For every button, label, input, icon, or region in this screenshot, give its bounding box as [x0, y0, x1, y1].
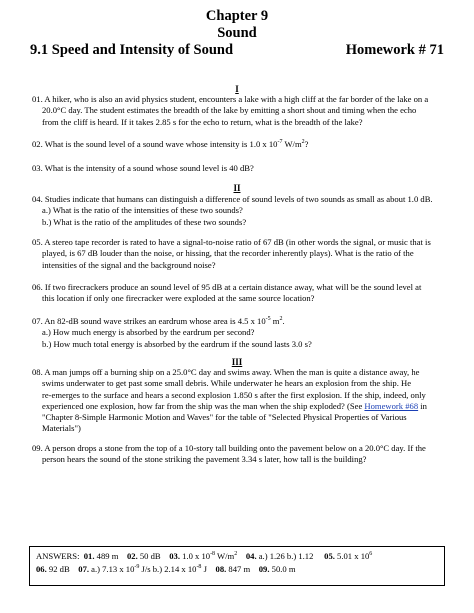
question-subpart: b.) How much total energy is absorbed by the eardrum if the sound lasts 3.0 s?	[42, 338, 312, 349]
question-09	[32, 443, 452, 466]
part-heading-2: II	[233, 183, 241, 193]
question-text: re-emerges to the surface and hears a second explosion 1.850 s after the first explosion. If the ship, indeed, only	[42, 389, 426, 400]
question-text: person hears the sound of the stone striking the pavement 3.34 s later, how tall is the building?	[42, 454, 367, 465]
question-text: "Chapter 8-Simple Harmonic Motion and Waves" for the table of "Selected Physical Properties of Various	[42, 412, 407, 423]
question-02	[32, 139, 452, 150]
question-05	[32, 237, 452, 271]
part-heading-1: I	[235, 84, 239, 94]
question-text: 04. Studies indicate that humans can distinguish a difference of sound levels of two sounds as small as about 1.0 dB.	[32, 194, 433, 204]
question-text: 02. What is the sound level of a sound wave whose intensity is 1.0 x $10^{-7}$ $W/m^2$?	[32, 139, 309, 149]
subject-title: Sound	[217, 25, 257, 41]
question-text: experienced one explosion, how far from the ship was the man when the ship exploded? (See Homework #68 in	[42, 400, 427, 411]
question-08	[32, 367, 452, 435]
part-heading-3: III	[231, 357, 243, 367]
question-text: intensities of the signal and the background noise?	[42, 259, 216, 270]
question-text: played, is 67 dB louder than the noise, or hissing, that the recorder inherently plays). What is the ratio of the	[42, 248, 414, 259]
question-text: 01. A hiker, who is also an avid physics student, encounters a lake with a high cliff at the far border of the lake on a	[32, 94, 429, 104]
question-text: 09. A person drops a stone from the top of a 10-story tall building onto the pavement below on a 20.0°C day. If the	[32, 443, 426, 453]
question-06	[32, 282, 452, 305]
question-01	[32, 94, 452, 128]
question-text: 20.0°C day. The student estimates the breadth of the lake by emitting a short shout and timing when the echo	[42, 105, 417, 116]
question-text: this location if only one firecracker were exploded at the same source location?	[42, 293, 315, 304]
question-text: 07. An 82-dB sound wave strikes an eardrum whose area is 4.5 x $10^{-5}$ $m^2$.	[32, 316, 285, 326]
answers-line-2: 06. 92 dB 07. a.) 7.13 x $10^{-9}$ J/s b.) 2.14 x $10^{-8}$ J 08. 847 m 09. 50.0 m	[36, 564, 296, 574]
question-text: 08. A man jumps off a burning ship on a 25.0°C day and swims away. When the man is quite a distance away, he	[32, 367, 420, 377]
question-04	[32, 194, 452, 228]
question-text: 03. What is the intensity of a sound whose sound level is 40 dB?	[32, 163, 254, 173]
question-text: swims underwater to get past some small debris. While underwater he hears an explosion from the ship. He	[42, 378, 412, 389]
homework-number: Homework # 71	[345, 42, 444, 58]
question-subpart: b.) What is the ratio of the amplitudes of these two sounds?	[42, 216, 247, 227]
question-text: 06. If two firecrackers produce an sound level of 95 dB at a certain distance away, what will be the sound level at	[32, 282, 422, 292]
chapter-title: Chapter 9	[205, 8, 269, 24]
question-07	[32, 316, 452, 350]
answers-box	[29, 546, 445, 586]
question-text: from the cliff is heard. If it takes 2.85 s for the echo to return, what is the breadth of the lake?	[42, 116, 363, 127]
question-text: Materials")	[42, 423, 81, 434]
section-title: 9.1 Speed and Intensity of Sound	[30, 42, 234, 58]
question-text: 05. A stereo tape recorder is rated to have a signal-to-noise ratio of 67 dB (in other words the signal, or music that is	[32, 237, 431, 247]
answers-line-1: ANSWERS: 01. 489 m 02. 50 dB 03. 1.0 x $10^{-8}$ $W/m^2$ 04. a.) 1.26 b.) 1.12 05. 5.01 x $10^6$	[36, 551, 373, 561]
homework-68-link[interactable]: Homework #68	[364, 400, 419, 411]
question-03	[32, 163, 452, 174]
question-subpart: a.) How much energy is absorbed by the eardrum per second?	[42, 327, 255, 338]
question-subpart: a.) What is the ratio of the intensities of these two sounds?	[42, 205, 243, 216]
